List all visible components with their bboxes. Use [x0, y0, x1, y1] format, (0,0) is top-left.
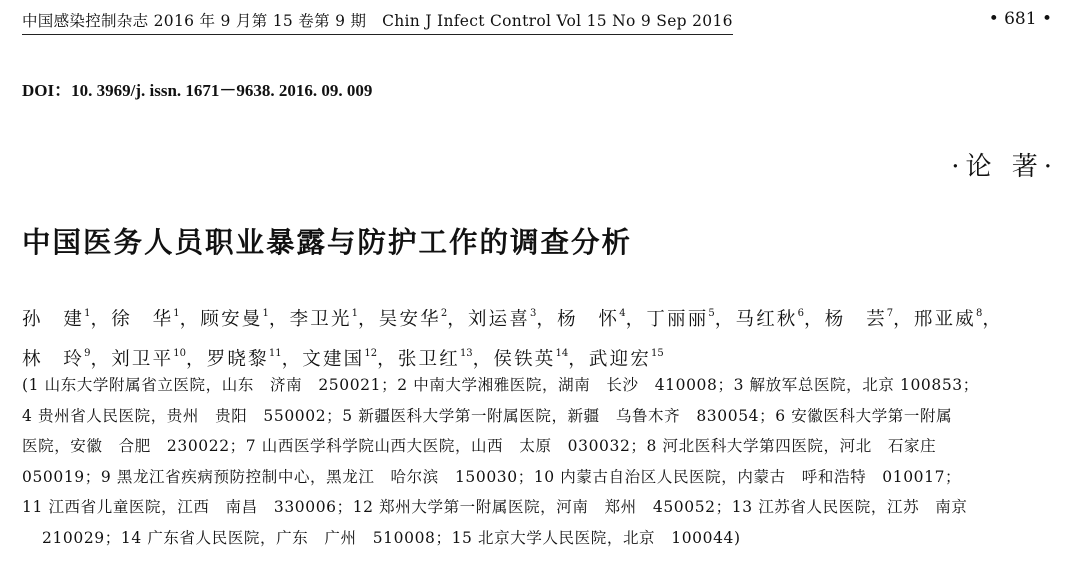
author-name: 侯铁英$^{14}$: [493, 348, 569, 371]
author-name: 徐 华$^1$: [111, 308, 180, 331]
article-title: 中国医务人员职业暴露与防护工作的调查分析: [22, 226, 633, 259]
author-affiliation-mark: 7: [886, 308, 894, 319]
author-name: 罗晓黎$^{11}$: [206, 348, 282, 371]
author-name: 刘运喜$^3$: [467, 308, 537, 331]
author-name: 杨 怀$^4$: [557, 308, 626, 331]
affiliation-line: 210029；14 广东省人民医院，广东 广州 510008；15 北京大学人民医院，北京 100044): [42, 528, 741, 547]
author-affiliation-mark: 10: [173, 348, 187, 360]
affiliation-line: (1 山东大学附属省立医院，山东 济南 250021；2 中南大学湘雅医院，湖南 长沙 410008；3 解放军总医院，北京 100853；: [22, 376, 979, 394]
author-affiliation-mark: 1: [351, 308, 359, 319]
affiliation-line: 050019；9 黑龙江省疾病预防控制中心，黑龙江 哈尔滨 150030；10 内蒙古自治区人民医院，内蒙古 呼和浩特 010017；: [22, 467, 962, 486]
affiliations: [22, 370, 1062, 553]
author-affiliation-mark: 13: [459, 348, 473, 360]
affiliation-line: 11 江西省儿童医院，江西 南昌 330006；12 郑州大学第一附属医院，河南 郑州 450052；13 江苏省人民医院，江苏 南京: [22, 498, 968, 516]
affiliation-line: 医院，安徽 合肥 230022；7 山西医学科学院山西大医院，山西 太原 030032；8 河北医科大学第四医院，河北 石家庄: [22, 437, 937, 455]
author-name: 李卫光$^1$: [289, 308, 359, 331]
author-name: 刘卫平$^{10}$: [111, 348, 187, 371]
author-name: 吴安华$^2$: [378, 308, 448, 331]
author-affiliation-mark: 12: [364, 348, 378, 360]
author-name: 林 玲$^9$: [22, 348, 91, 371]
author-affiliation-mark: 3: [530, 308, 537, 319]
author-affiliation-mark: 15: [651, 348, 664, 360]
author-affiliation-mark: 8: [975, 308, 983, 319]
author-affiliation-mark: 1: [262, 308, 269, 319]
running-header: [22, 9, 1058, 35]
author-affiliation-mark: 14: [555, 348, 569, 360]
author-name: 张卫红$^{13}$: [397, 348, 473, 371]
author-name: 丁丽丽$^5$: [646, 308, 715, 331]
affiliation-line: 4 贵州省人民医院，贵州 贵阳 550002；5 新疆医科大学第一附属医院，新疆 乌鲁木齐 830054；6 安徽医科大学第一附属: [22, 406, 953, 425]
section-label: ·论 著·: [951, 152, 1058, 182]
author-name: 文建国$^{12}$: [302, 348, 378, 371]
author-list: 孙 建$^1$，徐 华$^1$，顾安曼$^1$，李卫光$^1$，吴安华$^2$，刘运喜$^3$，杨 怀$^4$，丁丽丽$^5$，马红秋$^6$，杨 芸$^7$，邢亚威$^8$， 林 玲$^9$，刘卫平$^{10}$，罗晓黎$^{11}$，文建国$^{12}$，张卫红$^{13}$，侯铁英$^{14}$，武迎宏$^{15}$: [22, 308, 1004, 371]
author-name: 杨 芸$^7$: [824, 308, 894, 331]
author-affiliation-mark: 5: [708, 308, 715, 319]
doi[interactable]: DOI：10. 3969/j. issn. 1671－9638. 2016. 09. 009: [22, 81, 373, 100]
author-name: 顾安曼$^1$: [200, 308, 269, 331]
author-affiliation-mark: 1: [84, 308, 91, 319]
author-name: 孙 建$^1$: [22, 308, 91, 331]
author-affiliation-mark: 1: [173, 308, 180, 319]
journal-citation: 中国感染控制杂志 2016 年 9 月第 15 卷第 9 期 Chin J Infect Control Vol 15 No 9 Sep 2016: [22, 9, 733, 35]
author-affiliation-mark: 6: [797, 308, 804, 319]
author-affiliation-mark: 4: [619, 308, 626, 319]
author-affiliation-mark: 2: [440, 308, 448, 319]
author-name: 马红秋$^6$: [735, 308, 804, 331]
author-affiliation-mark: 11: [268, 348, 282, 360]
author-name: 武迎宏$^{15}$: [588, 348, 664, 371]
author-name: 邢亚威$^8$: [913, 308, 983, 331]
page-number: • 681 •: [988, 9, 1052, 29]
author-affiliation-mark: 9: [84, 348, 91, 360]
